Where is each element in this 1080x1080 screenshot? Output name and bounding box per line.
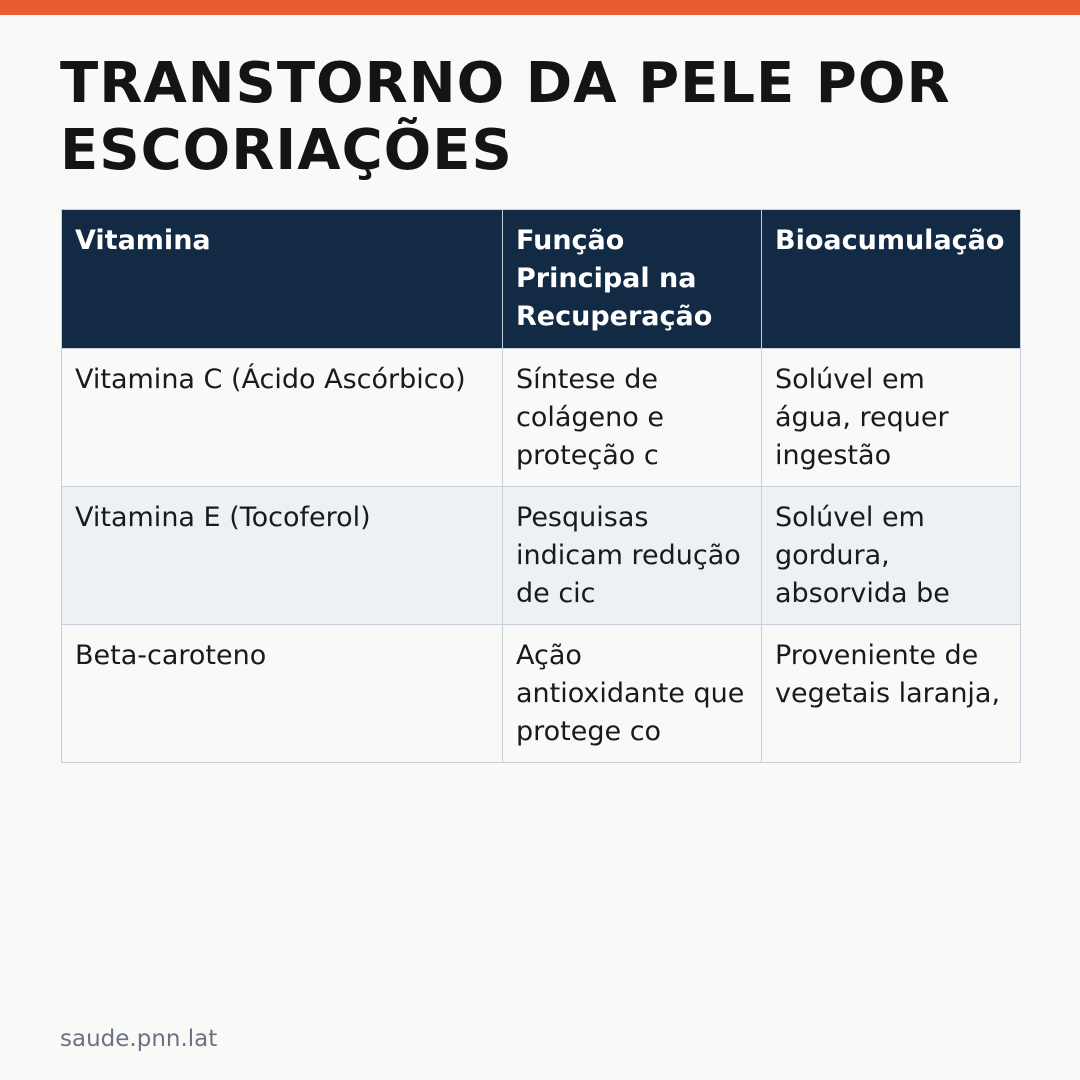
table-header-row — [62, 210, 1021, 349]
table-row — [62, 625, 1021, 763]
table-cell-function: Pesquisas indicam redução de cic — [503, 487, 762, 625]
footer-domain: saude.pnn.lat — [60, 1026, 218, 1052]
column-header-bioacumulacao: Bioacumulação — [762, 210, 1021, 349]
table-cell-vitamin: Vitamina E (Tocoferol) — [62, 487, 503, 625]
table-cell-bioaccumulation: Solúvel em água, requer ingestão — [762, 349, 1021, 487]
accent-bar — [0, 0, 1080, 15]
table-cell-function: Ação antioxidante que protege co — [503, 625, 762, 763]
column-header-vitamina: Vitamina — [62, 210, 503, 349]
table-row — [62, 487, 1021, 625]
table-cell-function: Síntese de colágeno e proteção c — [503, 349, 762, 487]
table-cell-bioaccumulation: Solúvel em gordura, absorvida be — [762, 487, 1021, 625]
table-cell-bioaccumulation: Proveniente de vegetais laranja, — [762, 625, 1021, 763]
table-row — [62, 349, 1021, 487]
table-cell-vitamin: Beta-caroteno — [62, 625, 503, 763]
vitamin-table — [61, 209, 1021, 763]
page-title: TRANSTORNO DA PELE POR ESCORIAÇÕES — [60, 51, 951, 183]
table-cell-vitamin: Vitamina C (Ácido Ascórbico) — [62, 349, 503, 487]
column-header-funcao: Função Principal na Recuperação — [503, 210, 762, 349]
